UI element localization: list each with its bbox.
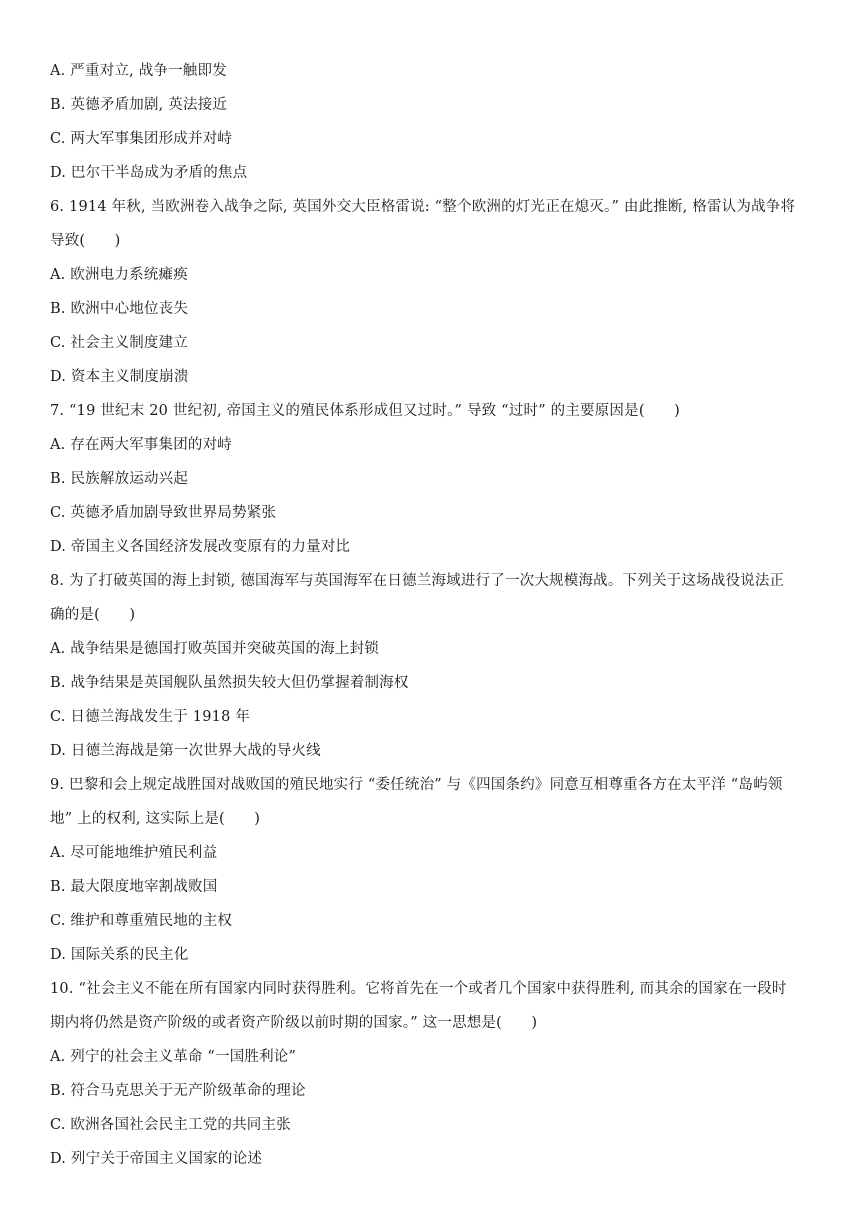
q5-option-c: C. 两大军事集团形成并对峙 [50,131,233,147]
q9-option-b: B. 最大限度地宰割战败国 [50,879,218,895]
q8-option-d: D. 日德兰海战是第一次世界大战的导火线 [50,743,321,759]
q10-option-b: B. 符合马克思关于无产阶级革命的理论 [50,1083,306,1099]
q10-option-a: A. 列宁的社会主义革命 “一国胜利论” [50,1049,297,1065]
q8-stem-line-2: 确的是( ) [50,607,136,623]
q5-option-d: D. 巴尔干半岛成为矛盾的焦点 [50,165,248,181]
q8-option-a: A. 战争结果是德国打败英国并突破英国的海上封锁 [50,641,379,657]
q8-option-b: B. 战争结果是英国舰队虽然损失较大但仍掌握着制海权 [50,675,409,691]
q7-option-b: B. 民族解放运动兴起 [50,471,189,487]
q10-stem-line-1: 10. “社会主义不能在所有国家内同时获得胜利。它将首先在一个或者几个国家中获得胜利, 而其余的国家在一段时 [50,981,787,997]
q7-stem: 7. “19 世纪末 20 世纪初, 帝国主义的殖民体系形成但又过时。” 导致 “过时” 的主要原因是( ) [50,403,680,419]
q7-option-a: A. 存在两大军事集团的对峙 [50,437,232,453]
q8-option-c: C. 日德兰海战发生于 1918 年 [50,709,251,725]
q5-option-b: B. 英德矛盾加剧, 英法接近 [50,97,228,113]
q6-option-d: D. 资本主义制度崩溃 [50,369,189,385]
q7-option-c: C. 英德矛盾加剧导致世界局势紧张 [50,505,277,521]
q6-stem-line-1: 6. 1914 年秋, 当欧洲卷入战争之际, 英国外交大臣格雷说: “整个欧洲的灯光正在熄灭。” 由此推断, 格雷认为战争将 [50,199,796,215]
q9-option-d: D. 国际关系的民主化 [50,947,189,963]
q9-stem-line-2: 地” 上的权利, 这实际上是( ) [50,811,261,827]
q6-option-b: B. 欧洲中心地位丧失 [50,301,189,317]
q5-option-a: A. 严重对立, 战争一触即发 [50,63,227,79]
q10-option-c: C. 欧洲各国社会民主工党的共同主张 [50,1117,291,1133]
q6-option-a: A. 欧洲电力系统瘫痪 [50,267,188,283]
q10-option-d: D. 列宁关于帝国主义国家的论述 [50,1151,263,1167]
q6-stem-line-2: 导致( ) [50,233,121,249]
q8-stem-line-1: 8. 为了打破英国的海上封锁, 德国海军与英国海军在日德兰海域进行了一次大规模海战。下列关于这场战役说法正 [50,573,785,589]
document-page [50,54,812,1176]
q9-stem-line-1: 9. 巴黎和会上规定战胜国对战败国的殖民地实行 “委任统治” 与《四国条约》同意互相尊重各方在太平洋 “岛屿领 [50,777,783,793]
q10-stem-line-2: 期内将仍然是资产阶级的或者资产阶级以前时期的国家。” 这一思想是( ) [50,1015,538,1031]
q9-option-c: C. 维护和尊重殖民地的主权 [50,913,233,929]
q7-option-d: D. 帝国主义各国经济发展改变原有的力量对比 [50,539,351,555]
q6-option-c: C. 社会主义制度建立 [50,335,188,351]
q9-option-a: A. 尽可能地维护殖民利益 [50,845,218,861]
